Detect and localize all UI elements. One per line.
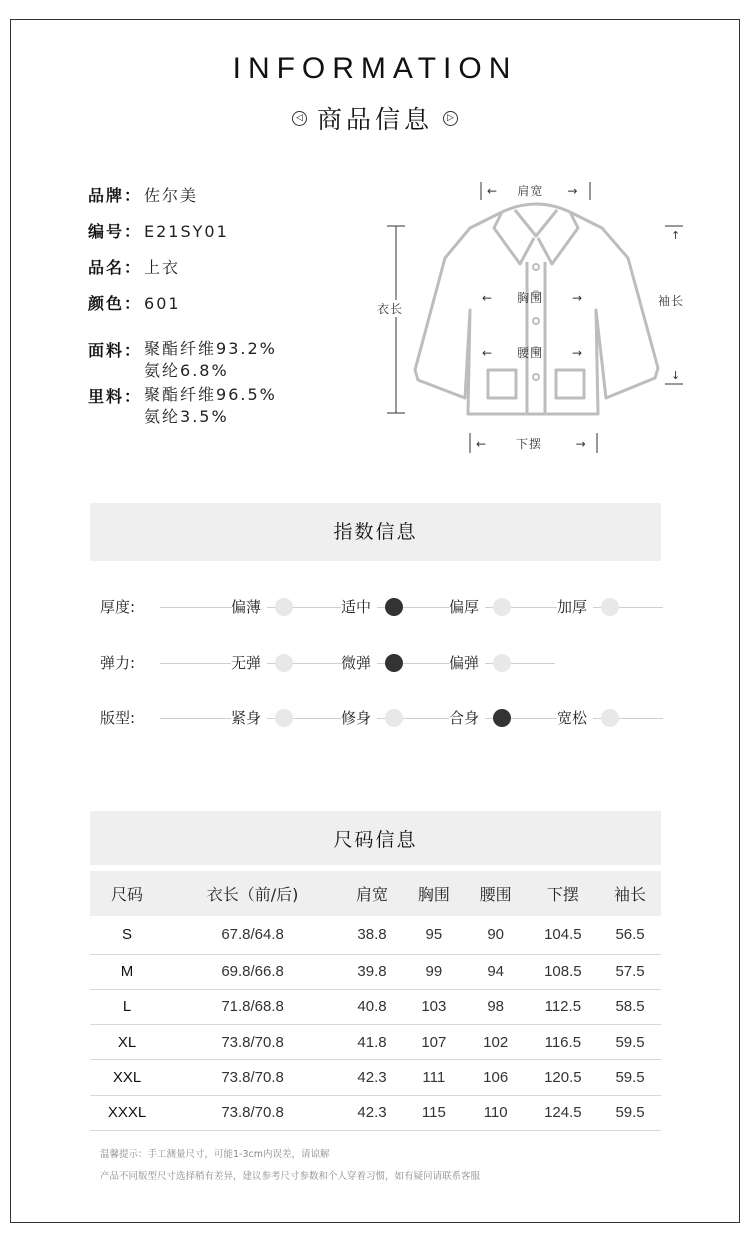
size-table <box>90 871 661 1131</box>
attribute-option: 适中 <box>341 595 377 619</box>
info-brand-key: 品牌： <box>88 186 143 205</box>
attribute-option: 合身 <box>449 706 485 730</box>
arrow-right-icon: → <box>572 291 584 305</box>
note-line-2: 产品不同版型尺寸选择稍有差异，建议参考尺寸参数和个人穿着习惯，如有疑问请联系客服 <box>100 1171 481 1182</box>
info-fabric-line-2: 氨纶6.8% <box>144 361 229 380</box>
measure-cell: 98 <box>465 989 527 1024</box>
unselected-dot-icon <box>601 709 619 727</box>
measure-cell: 108.5 <box>527 954 600 989</box>
measure-cell: 124.5 <box>527 1095 600 1130</box>
measure-cell: 41.8 <box>341 1025 403 1060</box>
info-fabric <box>88 338 277 382</box>
info-code-value: E21SY01 <box>144 222 229 241</box>
attribute-label: 厚度: <box>100 598 136 616</box>
label-shoulder-text: 肩宽 <box>517 184 544 198</box>
unselected-dot-icon <box>601 598 619 616</box>
unselected-dot-icon <box>493 654 511 672</box>
left-arrow-icon: ◁ <box>292 111 307 126</box>
unselected-dot-icon <box>275 709 293 727</box>
measure-cell: 40.8 <box>341 989 403 1024</box>
arrow-left-icon: ← <box>482 291 494 305</box>
measure-cell: 99 <box>403 954 465 989</box>
info-lining-key: 里料： <box>88 387 143 406</box>
info-lining-line-1: 聚酯纤维96.5% <box>144 385 277 404</box>
note-line-1: 温馨提示：手工测量尺寸，可能1-3cm内误差，请谅解 <box>100 1149 330 1160</box>
sleeve-arrow-down-icon: ↓ <box>668 369 684 382</box>
measure-cell: 106 <box>465 1060 527 1095</box>
measure-cell: 110 <box>465 1095 527 1130</box>
unselected-dot-icon <box>275 654 293 672</box>
size-section-title: 尺码信息 <box>90 811 661 865</box>
jacket-outline-icon <box>370 170 710 460</box>
label-hem-text: 下摆 <box>515 437 542 451</box>
arrow-left-icon: ← <box>487 184 499 198</box>
header-cell: 腰围 <box>465 871 527 916</box>
label-hem <box>473 435 590 452</box>
info-brand <box>88 183 198 206</box>
measure-cell: 90 <box>465 916 527 954</box>
label-chest-text: 胸围 <box>517 291 544 305</box>
info-color <box>88 291 181 314</box>
table-row <box>90 1025 661 1060</box>
attribute-row <box>100 651 663 675</box>
info-code <box>88 219 229 242</box>
measure-cell: 73.8/70.8 <box>164 1095 341 1130</box>
measure-cell: 56.5 <box>599 916 661 954</box>
size-cell: L <box>90 989 164 1024</box>
info-brand-value: 佐尔美 <box>144 186 199 205</box>
measure-cell: 59.5 <box>599 1060 661 1095</box>
measure-cell: 94 <box>465 954 527 989</box>
attribute-option: 无弹 <box>231 651 267 675</box>
attribute-row <box>100 595 663 619</box>
title-chinese-row <box>0 100 750 136</box>
arrow-right-icon: → <box>575 437 587 451</box>
measure-cell: 95 <box>403 916 465 954</box>
measure-cell: 73.8/70.8 <box>164 1060 341 1095</box>
size-table-header <box>90 871 661 916</box>
measure-cell: 42.3 <box>341 1060 403 1095</box>
measure-cell: 38.8 <box>341 916 403 954</box>
attribute-option: 偏弹 <box>449 651 485 675</box>
info-lining-line-2: 氨纶3.5% <box>144 407 229 426</box>
measure-cell: 59.5 <box>599 1095 661 1130</box>
info-color-value: 601 <box>144 294 181 313</box>
attribute-option: 紧身 <box>231 706 267 730</box>
measure-cell: 39.8 <box>341 954 403 989</box>
garment-diagram <box>370 170 710 460</box>
measure-cell: 42.3 <box>341 1095 403 1130</box>
measure-cell: 107 <box>403 1025 465 1060</box>
selected-dot-icon <box>385 654 403 672</box>
header-cell: 肩宽 <box>341 871 403 916</box>
label-waist-text: 腰围 <box>517 346 544 360</box>
size-cell: XXL <box>90 1060 164 1095</box>
measure-cell: 115 <box>403 1095 465 1130</box>
index-section-title: 指数信息 <box>90 503 661 561</box>
info-name-key: 品名： <box>88 258 143 277</box>
info-code-key: 编号： <box>88 222 143 241</box>
label-sleeve: 袖长 <box>655 292 687 309</box>
measure-cell: 58.5 <box>599 989 661 1024</box>
table-row <box>90 916 661 954</box>
size-cell: S <box>90 916 164 954</box>
selected-dot-icon <box>493 709 511 727</box>
attribute-option: 偏薄 <box>231 595 267 619</box>
measure-cell: 103 <box>403 989 465 1024</box>
unselected-dot-icon <box>385 709 403 727</box>
table-row <box>90 1060 661 1095</box>
attribute-option: 宽松 <box>557 706 593 730</box>
unselected-dot-icon <box>275 598 293 616</box>
measure-cell: 67.8/64.8 <box>164 916 341 954</box>
attribute-option: 修身 <box>341 706 377 730</box>
attribute-label: 版型: <box>100 709 136 727</box>
header-cell: 下摆 <box>527 871 600 916</box>
info-name <box>88 255 180 278</box>
measure-cell: 112.5 <box>527 989 600 1024</box>
info-name-value: 上衣 <box>144 258 181 277</box>
table-row <box>90 989 661 1024</box>
label-waist <box>479 344 586 361</box>
header-cell: 袖长 <box>599 871 661 916</box>
info-color-key: 颜色： <box>88 294 143 313</box>
header-cell: 衣长（前/后) <box>164 871 341 916</box>
measure-cell: 69.8/66.8 <box>164 954 341 989</box>
table-row <box>90 954 661 989</box>
sleeve-arrow-up-icon: ↑ <box>668 229 684 242</box>
measure-cell: 59.5 <box>599 1025 661 1060</box>
size-cell: M <box>90 954 164 989</box>
header-cell: 胸围 <box>403 871 465 916</box>
attribute-option: 加厚 <box>557 595 593 619</box>
selected-dot-icon <box>385 598 403 616</box>
arrow-left-icon: ← <box>482 346 494 360</box>
attribute-row <box>100 706 663 730</box>
info-fabric-line-1: 聚酯纤维93.2% <box>144 339 277 358</box>
arrow-right-icon: → <box>567 184 579 198</box>
title-chinese: 商品信息 <box>316 105 433 134</box>
measure-cell: 111 <box>403 1060 465 1095</box>
measure-cell: 102 <box>465 1025 527 1060</box>
measure-cell: 120.5 <box>527 1060 600 1095</box>
info-lining <box>88 384 277 428</box>
table-row <box>90 1095 661 1130</box>
arrow-right-icon: → <box>572 346 584 360</box>
attribute-option: 微弹 <box>341 651 377 675</box>
arrow-left-icon: ← <box>476 437 488 451</box>
measure-cell: 104.5 <box>527 916 600 954</box>
measure-cell: 73.8/70.8 <box>164 1025 341 1060</box>
label-chest <box>479 289 586 306</box>
measure-cell: 57.5 <box>599 954 661 989</box>
header-cell: 尺码 <box>90 871 164 916</box>
attribute-label: 弹力: <box>100 654 136 672</box>
label-shoulder <box>484 182 581 199</box>
title-english: INFORMATION <box>232 52 518 85</box>
label-length: 衣长 <box>374 300 406 317</box>
unselected-dot-icon <box>493 598 511 616</box>
measure-cell: 116.5 <box>527 1025 600 1060</box>
right-arrow-icon: ▷ <box>443 111 458 126</box>
info-fabric-key: 面料： <box>88 341 143 360</box>
measure-cell: 71.8/68.8 <box>164 989 341 1024</box>
size-cell: XL <box>90 1025 164 1060</box>
attribute-option: 偏厚 <box>449 595 485 619</box>
size-cell: XXXL <box>90 1095 164 1130</box>
